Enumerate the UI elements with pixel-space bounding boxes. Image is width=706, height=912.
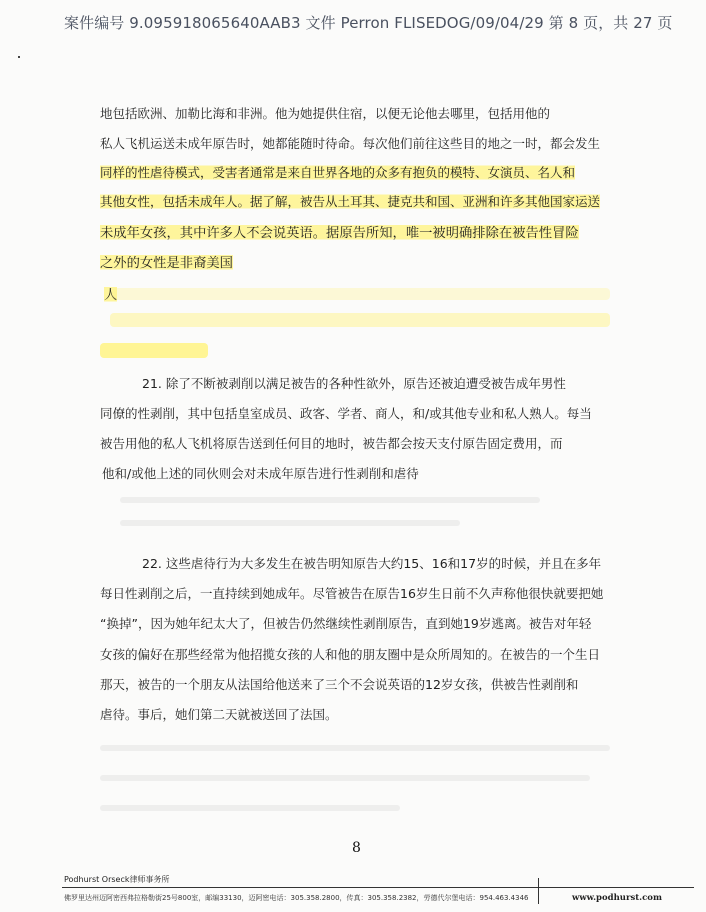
footer-divider <box>62 887 694 888</box>
footer-firm-name: Podhurst Orseck律师事务所 <box>64 875 170 884</box>
faint-text-mark <box>100 775 590 781</box>
body-line: 21. 除了不断被剥削以满足被告的各种性欲外，原告还被迫遭受被告成年男性 <box>142 376 566 391</box>
faint-text-mark <box>100 805 400 811</box>
footer-website: www.podhurst.com <box>572 893 662 903</box>
body-line-highlighted: 之外的女性是非裔美国 <box>100 252 233 271</box>
body-line: 同僚的性剥削，其中包括皇室成员、政客、学者、商人，和/或其他专业和私人熟人。每当 <box>100 406 592 421</box>
body-line: 私人飞机运送未成年原告时，她都能随时待命。每次他们前往这些目的地之一时，都会发生 <box>100 136 601 151</box>
body-line-highlighted: 其他女性，包括未成年人。据了解，被告从土耳其、捷克共和国、亚洲和许多其他国家运送 <box>100 194 601 209</box>
stray-mark <box>18 56 20 58</box>
body-line: 被告用他的私人飞机将原告送到任何目的地时，被告都会按天支付原告固定费用，而 <box>100 436 563 451</box>
faint-text-mark <box>100 745 610 751</box>
footer-address: 佛罗里达州迈阿密西弗拉格勒街25号800室，邮编33130，迈阿密电话：305.358.2800，传真：305.358.2382，劳德代尔堡电话：954.463.4346 <box>64 894 529 902</box>
body-line: 那天，被告的一个朋友从法国给他送来了三个不会说英语的12岁女孩，供被告性剥削和 <box>100 677 579 692</box>
faint-text-mark <box>120 520 460 526</box>
footer-vertical-divider <box>538 878 539 904</box>
case-header: 案件编号 9.095918065640AAB3 文件 Perron FLISEDOG/09/04/29 第 8 页，共 27 页 <box>64 14 673 32</box>
body-line-highlighted: 同样的性虐待模式，受害者通常是来自世界各地的众多有抱负的模特、女演员、名人和 <box>100 165 576 180</box>
page-number: 8 <box>352 840 361 856</box>
body-line: “换掉”，因为她年纪太大了，但被告仍然继续性剥削原告，直到她19岁逃离。被告对年轻 <box>100 616 592 631</box>
highlight-mark <box>100 343 208 358</box>
faint-text-mark <box>120 497 540 503</box>
body-line: 女孩的偏好在那些经常为他招揽女孩的人和他的朋友圈中是众所周知的。在被告的一个生日 <box>100 647 601 662</box>
highlight-mark <box>110 313 610 327</box>
body-line: 22. 这些虐待行为大多发生在被告明知原告大约15、16和17岁的时候，并且在多年 <box>142 556 602 571</box>
highlight-mark <box>112 288 610 300</box>
body-line-highlighted: 人 <box>104 284 117 303</box>
body-line: 虐待。事后，她们第二天就被送回了法国。 <box>100 707 338 722</box>
body-line: 每日性剥削之后，一直持续到她成年。尽管被告在原告16岁生日前不久声称他很快就要把她 <box>100 586 604 601</box>
body-line-highlighted: 未成年女孩，其中许多人不会说英语。据原告所知，唯一被明确排除在被告性冒险 <box>100 222 579 241</box>
body-line: 地包括欧洲、加勒比海和非洲。他为她提供住宿，以便无论他去哪里，包括用他的 <box>100 106 551 121</box>
body-line: 他和/或他上述的同伙则会对未成年原告进行性剥削和虐待 <box>102 466 419 481</box>
